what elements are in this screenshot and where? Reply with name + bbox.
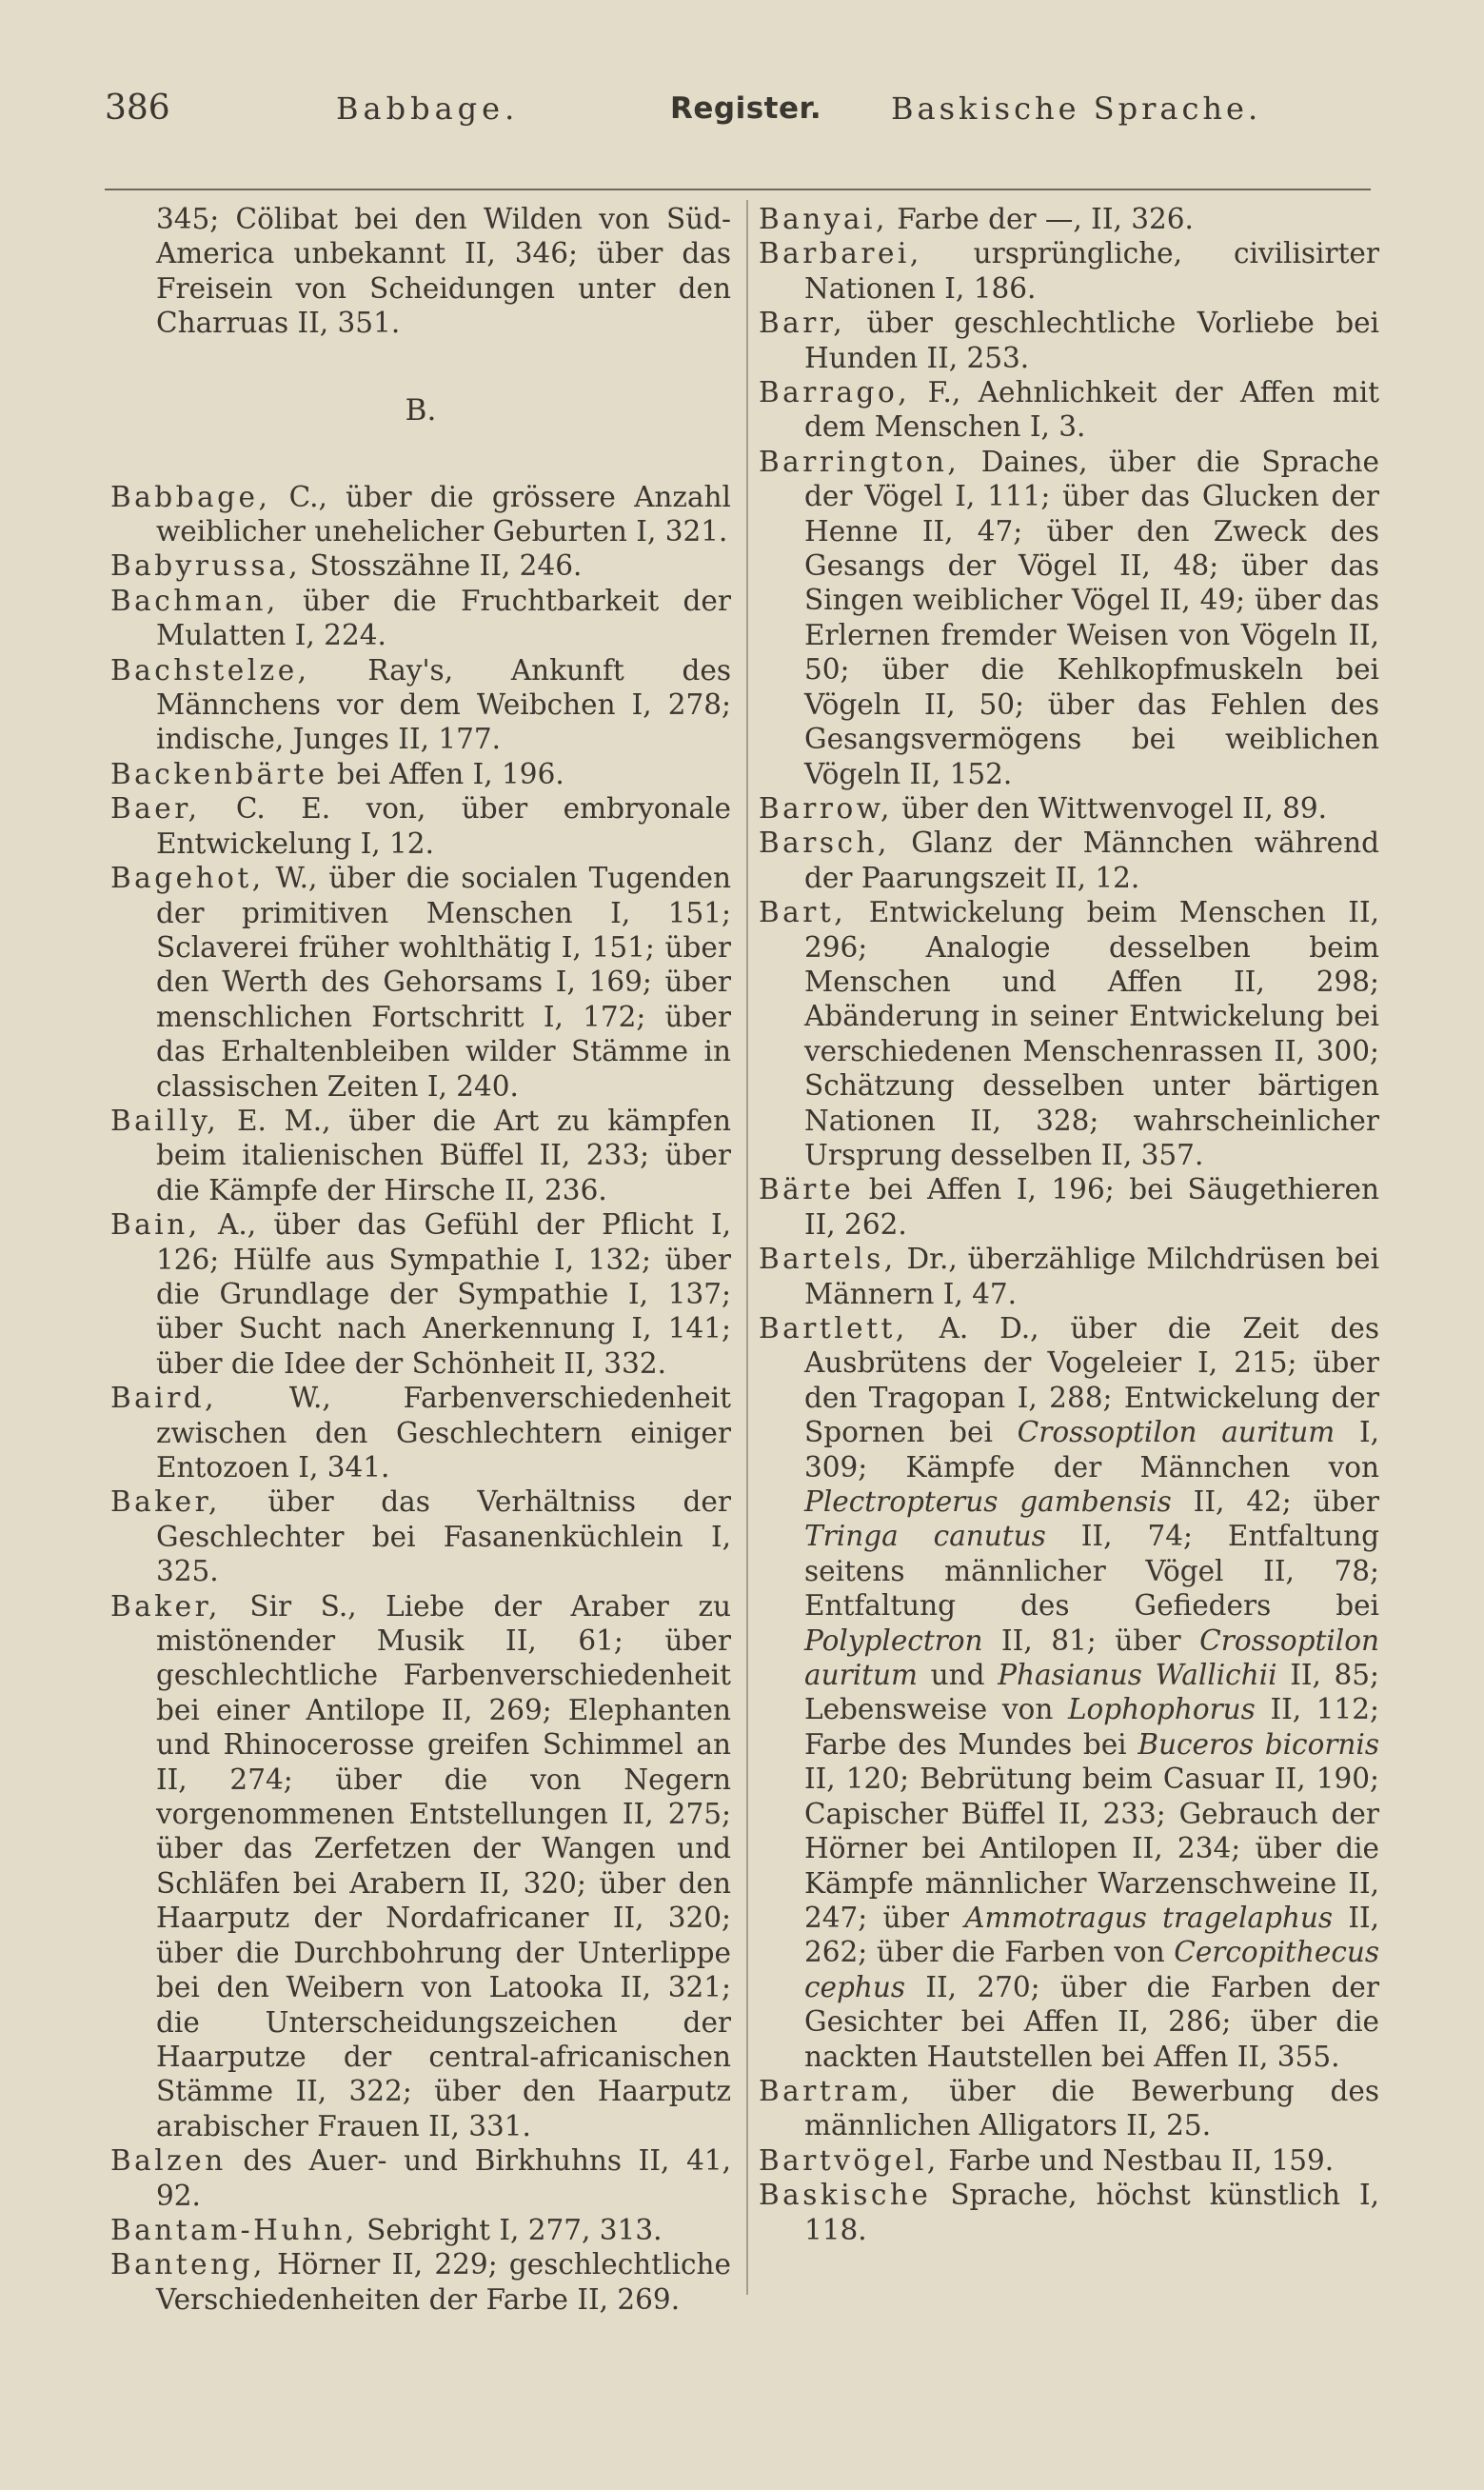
entry-term: Baer,: [110, 792, 201, 826]
index-entry: [759, 306, 1379, 375]
index-entry: [759, 1311, 1379, 2074]
entry-term: Baker,: [110, 1485, 221, 1519]
index-entry: [759, 1172, 1379, 1242]
index-entry: [110, 1589, 731, 2144]
entry-text: Stosszähne II, 246.: [301, 549, 583, 583]
right-column: [759, 202, 1379, 2247]
entry-text: 345; Cölibat bei den Wilden von Süd-America unbekannt II, 346; über das Freisein von Scheidungen unter den Charruas II, 351.: [156, 203, 731, 340]
entry-text: Sprache, höchst künstlich I, 118.: [804, 2179, 1379, 2246]
index-entry: [110, 2143, 731, 2213]
index-entry: [110, 1484, 731, 1588]
entry-text: über den Wittwenvogel II, 89.: [892, 791, 1327, 825]
entry-term: Barbarei,: [759, 237, 922, 270]
header-rule: [105, 189, 1371, 190]
entry-text: ursprüngliche, civilisirter Nationen I, 186.: [804, 237, 1379, 305]
index-entry: [110, 791, 731, 861]
entry-text: Farbe und Nestbau II, 159.: [939, 2143, 1335, 2177]
entry-text: F., Aehnlichkeit der Affen mit dem Menschen I, 3.: [804, 376, 1379, 444]
index-entry: [759, 2074, 1379, 2143]
entry-term: Banyai,: [759, 203, 888, 235]
index-entry: [759, 826, 1379, 895]
index-entry-continued: [110, 202, 731, 341]
index-entry: [110, 653, 731, 757]
index-entry: [759, 375, 1379, 445]
entry-text: Dr., überzählige Milchdrüsen bei Männern I, 47.: [804, 1243, 1379, 1310]
index-entry: [110, 1207, 731, 1381]
entry-term: Baker,: [110, 1589, 221, 1623]
index-entry: [110, 480, 731, 549]
entry-term: Bartels,: [759, 1243, 897, 1276]
left-column: [110, 202, 731, 2317]
entry-term: Barrago,: [759, 376, 911, 409]
entry-term: Barrington,: [759, 445, 960, 478]
entry-text: des Auer- und Birkhuhns II, 41, 92.: [156, 2144, 731, 2212]
section-letter: B.: [405, 392, 437, 428]
index-entry: [759, 236, 1379, 306]
entry-text: W., Farbenverschiedenheit zwischen den Geschlechtern einiger Entozoen I, 341.: [156, 1382, 731, 1484]
entry-text: bei Affen I, 196; bei Säugethieren II, 262.: [804, 1173, 1379, 1241]
entry-text: C. E. von, über embryonale Entwickelung I, 12.: [156, 792, 731, 860]
header-left-catchword: Babbage.: [336, 90, 520, 127]
entry-term: Barr,: [759, 307, 846, 340]
entry-term: Barrow,: [759, 791, 893, 825]
entry-term: Bagehot,: [110, 862, 265, 895]
entry-text: Hörner II, 229; geschlechtliche Verschiedenheiten der Farbe II, 269.: [156, 2248, 731, 2316]
entry-term: Bart,: [759, 896, 847, 929]
index-entry: [110, 2247, 731, 2317]
entry-term: Bailly,: [110, 1104, 220, 1137]
entry-text: über das Verhältniss der Geschlechter bei Fasanenküchlein I, 325.: [156, 1485, 731, 1588]
entry-term: Backenbärte: [110, 757, 328, 790]
entry-term: Bartlett,: [759, 1312, 908, 1345]
entry-text: über die Bewerbung des männlichen Alligators II, 25.: [804, 2074, 1379, 2142]
entry-text: über die Fruchtbarkeit der Mulatten I, 224.: [156, 584, 731, 652]
entry-text: Sebright I, 277, 313.: [357, 2213, 663, 2246]
entry-text: Ray's, Ankunft des Männchens vor dem Weibchen I, 278; indische, Junges II, 177.: [156, 653, 731, 756]
entry-text: Sir S., Liebe der Araber zu mistönender Musik II, 61; über geschlechtliche Farbenverschiedenheit bei einer Antilope II, 269; Elephanten und Rhinocerosse greifen Schimmel an II, 274; über die von Negern vorgenommenen Entstellungen II, 275; über das Zerfetzen der Wangen und Schläfen bei Arabern II, 320; über den Haarputz der Nordafricaner II, 320; über die Durchbohrung der Unterlippe bei den Weibern von Latooka II, 321; die Unterscheidungszeichen der Haarputze der central-africanischen Stämme II, 322; über den Haarputz arabischer Frauen II, 331.: [156, 1589, 731, 2142]
header-title: Register.: [670, 91, 822, 126]
page-number: 386: [105, 89, 170, 128]
entry-term: Bärte: [759, 1173, 855, 1206]
entry-term: Bartvögel,: [759, 2143, 940, 2177]
entry-text: Glanz der Männchen während der Paarungszeit II, 12.: [804, 827, 1379, 894]
entry-term: Baird,: [110, 1382, 218, 1415]
entry-text: C., über die grössere Anzahl weiblicher unehelicher Geburten I, 321.: [156, 480, 731, 548]
column-divider: [746, 200, 748, 2295]
entry-term: Balzen: [110, 2144, 227, 2178]
index-entry: [759, 791, 1379, 826]
entry-text: über geschlechtliche Vorliebe bei Hunden II, 253.: [804, 307, 1379, 374]
index-entry: [759, 1242, 1379, 1311]
index-entry: [110, 861, 731, 1104]
entry-term: Bachstelze,: [110, 653, 310, 687]
entry-term: Barsch,: [759, 827, 890, 860]
entry-text: Farbe der —, II, 326.: [887, 203, 1194, 235]
index-entry: [759, 895, 1379, 1172]
entry-term: Baskische: [759, 2179, 932, 2212]
entry-term: Babyrussa,: [110, 549, 302, 583]
running-header: [105, 84, 1276, 133]
entry-term: Bachman,: [110, 584, 279, 617]
index-entry: [759, 202, 1379, 236]
entry-text: Daines, über die Sprache der Vögel I, 111; über das Glucken der Henne II, 47; über den Zweck des Gesangs der Vögel II, 48; über das Singen weiblicher Vögel II, 49; über das Erlernen fremder Weisen von Vögeln II, 50; über die Kehlkopfmuskeln bei Vögeln II, 50; über das Fehlen des Gesangsvermögens bei weiblichen Vögeln II, 152.: [804, 445, 1379, 790]
index-entry: [110, 2213, 731, 2247]
entry-text: A., über das Gefühl der Pflicht I, 126; Hülfe aus Sympathie I, 132; über die Grundlage der Sympathie I, 137; über Sucht nach Anerkennung I, 141; über die Idee der Schönheit II, 332.: [156, 1208, 731, 1380]
index-entry: [759, 445, 1379, 791]
index-entry: [110, 584, 731, 653]
entry-text: W., über die socialen Tugenden der primitiven Menschen I, 151; Sclaverei früher wohlthätig I, 151; über den Werth des Gehorsams I, 169; über menschlichen Fortschritt I, 172; über das Erhaltenbleiben wilder Stämme in classischen Zeiten I, 240.: [156, 862, 731, 1103]
entry-term: Bantam-Huhn,: [110, 2213, 358, 2246]
index-entry: [759, 2143, 1379, 2178]
index-entry: [110, 757, 731, 791]
entry-term: Bartram,: [759, 2074, 914, 2107]
index-entry: [110, 1381, 731, 1484]
index-entry: [759, 2178, 1379, 2247]
entry-text: A. D., über die Zeit des Ausbrütens der Vogeleier I, 215; über den Tragopan I, 288; Entwickelung der Spornen bei Crossoptilon auritum I, 309; Kämpfe der Männchen von Plectropterus gambensis II, 42; über Tringa canutus II, 74; Entfaltung seitens männlicher Vögel II, 78; Entfaltung des Gefieders bei Polyplectron II, 81; über Crossoptilon auritum und Phasianus Wallichii II, 85; Lebensweise von Lophophorus II, 112; Farbe des Mundes bei Buceros bicornis II, 120; Bebrütung beim Casuar II, 190; Capischer Büffel II, 233; Gebrauch der Hörner bei Antilopen II, 234; über die Kämpfe männlicher Warzenschweine II, 247; über Ammotragus tragelaphus II, 262; über die Farben von Cercopithecus cephus II, 270; über die Farben der Gesichter bei Affen II, 286; über die nackten Hautstellen bei Affen II, 355.: [804, 1312, 1380, 2073]
entry-text: Entwickelung beim Menschen II, 296; Analogie desselben beim Menschen und Affen II, 298; Abänderung in seiner Entwickelung bei verschiedenen Menschenrassen II, 300; Schätzung desselben unter bärtigen Nationen II, 328; wahrscheinlicher Ursprung desselben II, 357.: [804, 896, 1379, 1171]
index-entry: [110, 1104, 731, 1207]
entry-term: Babbage,: [110, 480, 271, 513]
header-right-catchword: Baskische Sprache.: [891, 90, 1262, 127]
entry-text: E. M., über die Art zu kämpfen beim italienischen Büffel II, 233; über die Kämpfe der Hirsche II, 236.: [156, 1104, 731, 1206]
entry-term: Bain,: [110, 1208, 201, 1242]
entry-term: Banteng,: [110, 2248, 266, 2281]
entry-text: bei Affen I, 196.: [327, 757, 564, 790]
index-entry: [110, 548, 731, 583]
